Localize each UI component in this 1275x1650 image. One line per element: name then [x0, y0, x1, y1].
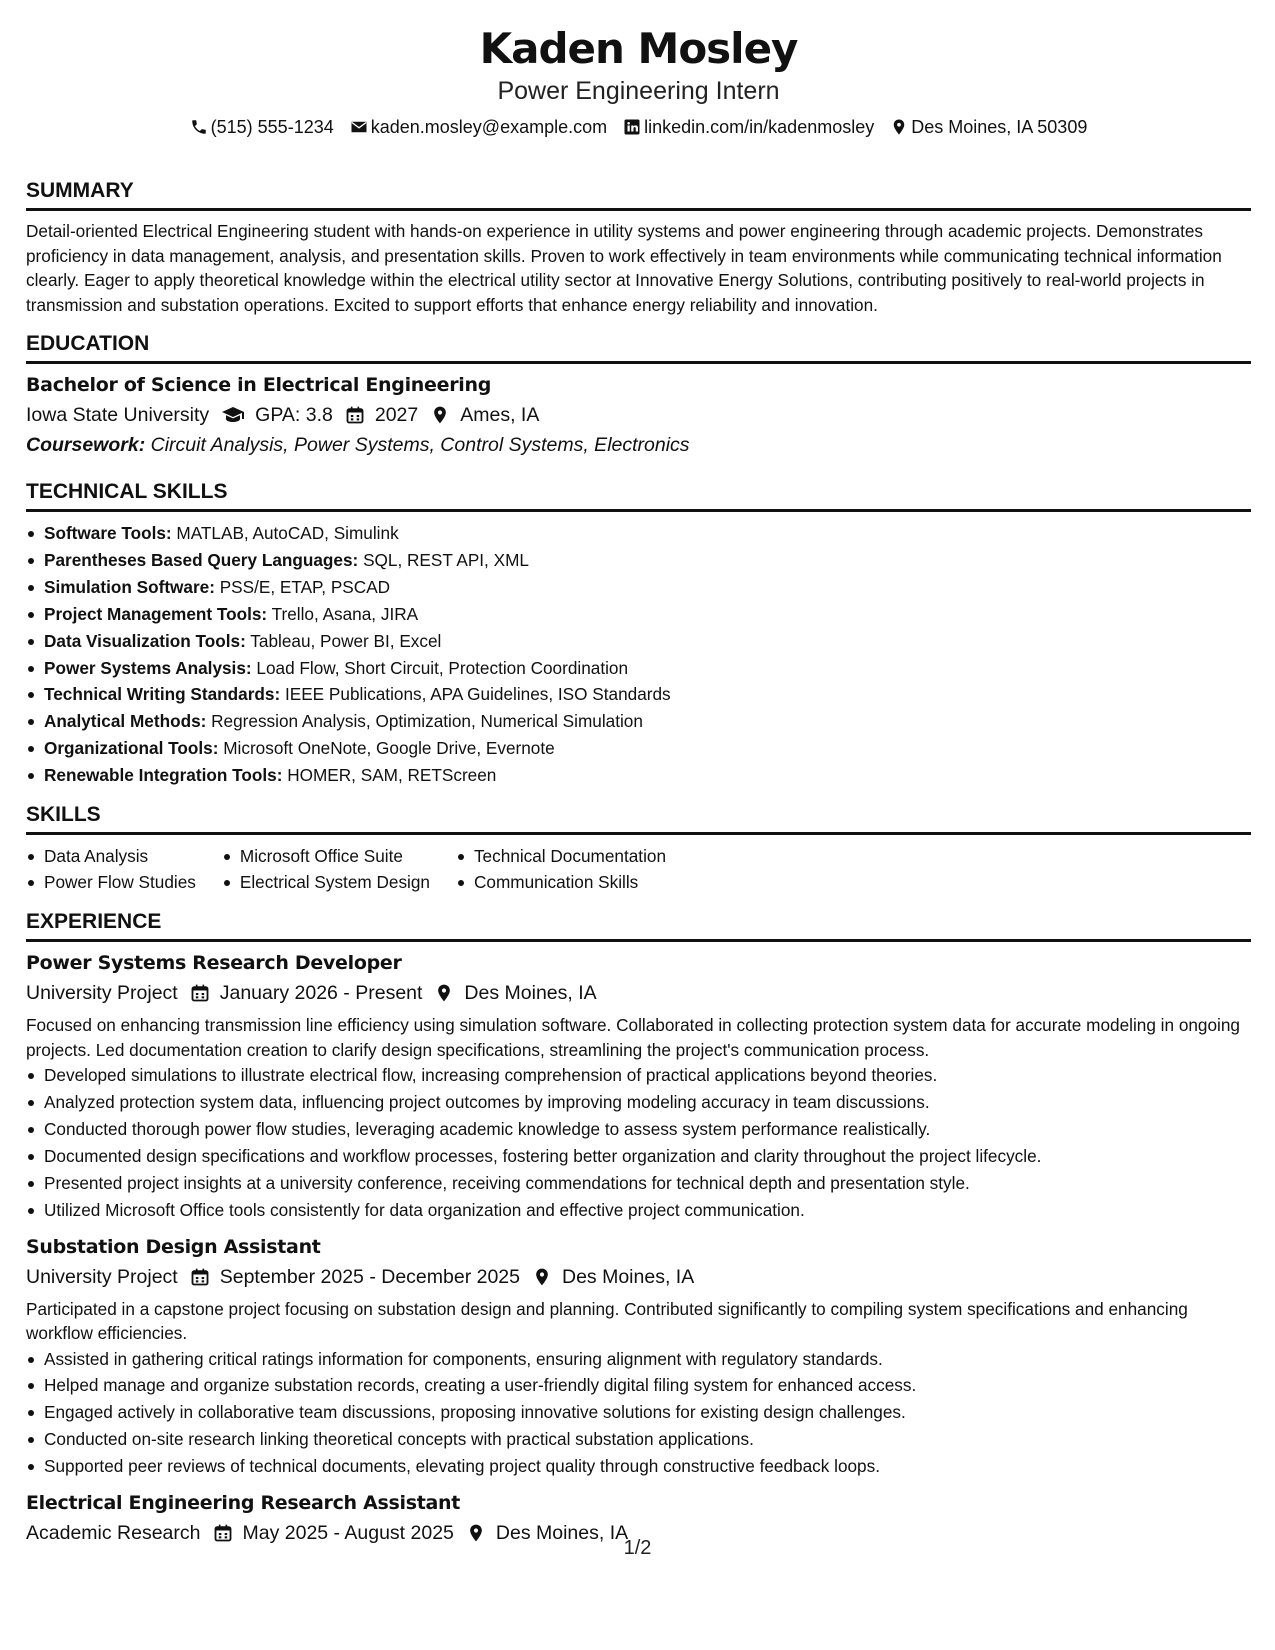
phone-icon — [190, 118, 208, 136]
skills-column — [212, 843, 430, 895]
list-item: Communication Skills — [474, 869, 666, 895]
list-item — [44, 628, 1251, 655]
list-item: Utilized Microsoft Office tools consistently for data organization and effective project communication. — [44, 1197, 1251, 1224]
experience-entry — [26, 950, 1251, 1223]
technical-skills-section — [26, 479, 1251, 789]
map-pin-icon — [430, 405, 450, 425]
school-name: Iowa State University — [26, 404, 210, 426]
list-item: Helped manage and organize substation records, creating a user-friendly digital filing system for enhanced access. — [44, 1372, 1251, 1399]
list-item: Documented design specifications and workflow processes, fostering better organization and clarity throughout the project lifecycle. — [44, 1143, 1251, 1170]
coursework-list: Circuit Analysis, Power Systems, Control Systems, Electronics — [150, 434, 690, 456]
linkedin-icon — [623, 118, 641, 136]
contact-phone[interactable] — [190, 115, 334, 139]
job-title: Substation Design Assistant — [26, 1235, 321, 1258]
skill-values: Trello, Asana, JIRA — [271, 603, 419, 624]
skill-values: Tableau, Power BI, Excel — [250, 630, 442, 651]
list-item: Conducted on-site research linking theoretical concepts with practical substation applications. — [44, 1426, 1251, 1453]
linkedin-text: linkedin.com/in/kadenmosley — [644, 117, 875, 137]
calendar-icon — [190, 1267, 210, 1287]
skill-values: Load Flow, Short Circuit, Protection Coordination — [256, 657, 629, 678]
skills-column — [446, 843, 666, 895]
graduation-cap-icon — [221, 403, 245, 427]
resume-page — [26, 0, 1251, 1547]
job-location: Des Moines, IA — [495, 1522, 629, 1545]
contact-location — [890, 115, 1087, 139]
location-text: Des Moines, IA 50309 — [911, 117, 1088, 137]
section-divider — [26, 361, 1251, 364]
map-pin-icon — [532, 1267, 552, 1287]
skills-heading: SKILLS — [26, 803, 101, 827]
contact-email[interactable] — [350, 115, 607, 139]
skill-category: Parentheses Based Query Languages: — [44, 549, 359, 570]
list-item — [44, 655, 1251, 682]
skill-category: Power Systems Analysis: — [44, 657, 252, 678]
contact-linkedin[interactable] — [623, 115, 874, 139]
job-meta — [26, 1263, 1251, 1291]
education-heading: EDUCATION — [26, 332, 150, 355]
list-item: Microsoft Office Suite — [240, 843, 430, 869]
section-divider — [26, 509, 1251, 512]
list-item: Electrical System Design — [240, 869, 430, 895]
page-number: 1/2 — [623, 1537, 652, 1559]
map-pin-icon — [434, 983, 454, 1003]
list-item — [44, 574, 1251, 601]
experience-section — [26, 909, 1251, 1547]
skill-category: Organizational Tools: — [44, 738, 219, 759]
section-divider — [26, 832, 1251, 835]
candidate-role: Power Engineering Intern — [497, 77, 780, 105]
calendar-icon — [345, 405, 365, 425]
skill-values: SQL, REST API, XML — [363, 549, 529, 570]
job-title: Electrical Engineering Research Assistant — [26, 1492, 461, 1515]
job-summary: Focused on enhancing transmission line efficiency using simulation software. Collaborated in collecting protection system data for accurate modeling in ongoing projects. Led documentation creation to clarify design specifications, streamlining the project's communication process. — [26, 1015, 1240, 1060]
candidate-name: Kaden Mosley — [479, 24, 798, 73]
resume-header — [26, 0, 1251, 139]
list-item — [44, 735, 1251, 762]
list-item: Technical Documentation — [474, 843, 666, 869]
skill-category: Technical Writing Standards: — [44, 684, 281, 705]
skill-category: Project Management Tools: — [44, 603, 268, 624]
calendar-icon — [190, 983, 210, 1003]
job-meta — [26, 979, 1251, 1007]
job-org: University Project — [26, 1265, 178, 1288]
degree-title: Bachelor of Science in Electrical Engineering — [26, 374, 491, 396]
experience-heading: EXPERIENCE — [26, 910, 162, 934]
skill-values: MATLAB, AutoCAD, Simulink — [176, 523, 399, 543]
email-text: kaden.mosley@example.com — [370, 117, 608, 137]
skills-section — [26, 802, 1251, 895]
job-dates: May 2025 - August 2025 — [242, 1522, 454, 1545]
list-item — [44, 601, 1251, 628]
skill-values: Regression Analysis, Optimization, Numerical Simulation — [211, 711, 643, 732]
summary-text: Detail-oriented Electrical Engineering student with hands-on experience in utility systems and power engineering through academic projects. Demonstrates proficiency in data management, analysis, and presentation skills. Proven to work effectively in team environments while communicating technical information clearly. Eager to apply theoretical knowledge within the electrical utility sector at Innovative Energy Solutions, contributing positively to real-world projects in transmission and substation operations. Excited to support efforts that enhance energy reliability and innovation. — [26, 221, 1222, 315]
education-section — [26, 331, 1251, 459]
graduation-year: 2027 — [374, 404, 419, 426]
list-item: Supported peer reviews of technical documents, elevating project quality through constructive feedback loops. — [44, 1453, 1251, 1480]
list-item — [44, 681, 1251, 708]
skill-category: Data Visualization Tools: — [44, 630, 246, 651]
experience-entry — [26, 1234, 1251, 1481]
list-item: Data Analysis — [44, 843, 196, 869]
contact-bar — [26, 115, 1251, 139]
job-location: Des Moines, IA — [561, 1265, 695, 1288]
skill-values: PSS/E, ETAP, PSCAD — [219, 576, 391, 597]
job-dates: January 2026 - Present — [219, 982, 423, 1005]
list-item — [44, 762, 1251, 789]
skills-grid — [26, 843, 1251, 895]
list-item — [44, 708, 1251, 735]
coursework-line — [26, 431, 1251, 459]
skills-column — [26, 843, 196, 895]
section-divider — [26, 208, 1251, 211]
list-item: Conducted thorough power flow studies, leveraging academic knowledge to assess system performance realistically. — [44, 1116, 1251, 1143]
phone-text: (515) 555-1234 — [210, 117, 334, 137]
list-item: Assisted in gathering critical ratings information for components, ensuring alignment with regulatory standards. — [44, 1346, 1251, 1373]
skill-values: Microsoft OneNote, Google Drive, Evernote — [223, 738, 555, 759]
list-item — [44, 547, 1251, 574]
job-summary: Participated in a capstone project focusing on substation design and planning. Contributed significantly to compiling system specifications and enhancing workflow efficiencies. — [26, 1298, 1188, 1343]
list-item: Developed simulations to illustrate electrical flow, increasing comprehension of practical applications beyond theories. — [44, 1062, 1251, 1089]
section-divider — [26, 939, 1251, 942]
summary-section — [26, 178, 1251, 317]
skill-category: Software Tools: — [44, 523, 172, 543]
envelope-icon — [350, 118, 368, 136]
job-dates: September 2025 - December 2025 — [219, 1265, 520, 1288]
job-org: University Project — [26, 982, 178, 1005]
skill-values: IEEE Publications, APA Guidelines, ISO Standards — [284, 684, 671, 705]
job-bullets — [26, 1346, 1251, 1481]
summary-heading: SUMMARY — [26, 179, 134, 202]
skill-category: Analytical Methods: — [44, 711, 207, 732]
list-item — [44, 520, 1251, 547]
list-item: Presented project insights at a university conference, receiving commendations for technical depth and presentation style. — [44, 1170, 1251, 1197]
job-bullets — [26, 1062, 1251, 1223]
map-pin-icon — [890, 118, 908, 136]
education-meta — [26, 401, 1251, 429]
gpa-text: GPA: 3.8 — [255, 404, 333, 426]
school-location: Ames, IA — [460, 404, 540, 426]
job-location: Des Moines, IA — [464, 982, 597, 1005]
skill-category: Simulation Software: — [44, 576, 215, 597]
job-org: Academic Research — [26, 1522, 201, 1545]
list-item: Power Flow Studies — [44, 869, 196, 895]
list-item: Engaged actively in collaborative team discussions, proposing innovative solutions for existing design challenges. — [44, 1399, 1251, 1426]
coursework-label: Coursework: — [26, 434, 146, 456]
technical-skills-list — [26, 520, 1251, 789]
list-item: Analyzed protection system data, influencing project outcomes by improving modeling accuracy in team discussions. — [44, 1089, 1251, 1116]
technical-skills-heading: TECHNICAL SKILLS — [26, 480, 228, 503]
skill-values: HOMER, SAM, RETScreen — [287, 765, 497, 786]
skill-category: Renewable Integration Tools: — [44, 765, 283, 786]
job-title: Power Systems Research Developer — [26, 952, 402, 975]
